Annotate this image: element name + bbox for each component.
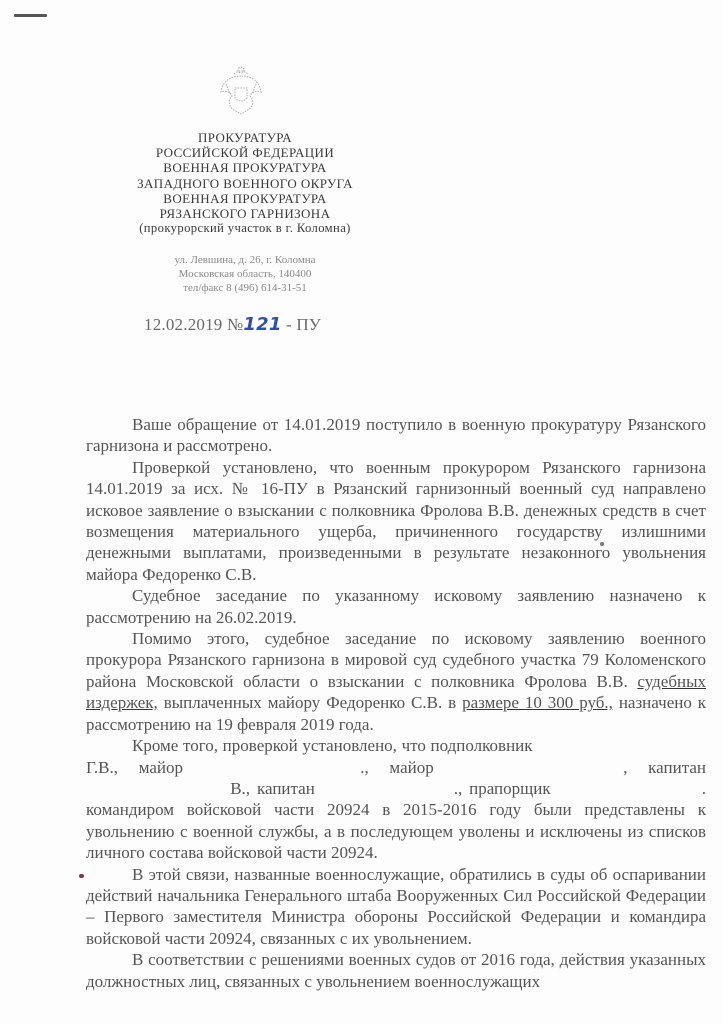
office-address: [120, 253, 370, 295]
paragraph: [86, 735, 706, 863]
margin-mark: [79, 874, 84, 878]
paragraph: [86, 628, 706, 735]
paragraph-text: выплаченных майору Федоренко С.В. в: [163, 693, 457, 713]
paragraph: Судебное заседание по указанному исковому заявлению назначено к рассмотрению на 26.02.2019.: [86, 586, 706, 627]
redacted-name: [322, 778, 454, 799]
redacted-name: [204, 757, 361, 778]
paragraph-text: Помимо этого, судебное заседание по исковому заявлению военного прокурора Рязанского гарнизона в мировой суд судебного участка 79 Коломенского района Московской области о взыскании с полковника Фролова В.В.: [86, 629, 706, 691]
scan-corner-mark: [14, 14, 47, 17]
paragraph: В этой связи, названные военнослужащие, обратились в суды об оспаривании действий начальника Генерального штаба Вооруженных Сил Российской Федерации – Первого заместителя Министра обороны Российской Федерации и командира войсковой части 20924, связанных с их увольнением.: [86, 864, 706, 948]
address-street: ул. Левшина, д. 26, г. Коломна: [174, 254, 316, 266]
paragraph-text: . командиром войсковой части 20924 в 2015-2016 году были представлены к увольнению с военной службы, а в последующем уволены и исключены из списков личного состава войсковой части 20924.: [86, 778, 706, 863]
paragraph-text: назначено к рассмотрению на 19 февраля 2019 года.: [86, 693, 707, 734]
header-line: ВОЕННАЯ ПРОКУРАТУРА: [163, 190, 327, 206]
reference-number-handwritten: 121: [243, 314, 282, 335]
underlined-amount: размере 10 300 руб.,: [462, 693, 613, 713]
paragraph-text: ., майор: [360, 757, 434, 777]
redacted-name: [537, 735, 706, 756]
paragraph-text: В., капитан: [230, 778, 315, 798]
redacted-name: [454, 757, 623, 778]
redacted-name: [558, 778, 702, 799]
paragraph-text: ., прапорщик: [453, 778, 551, 798]
header-line: ВОЕННАЯ ПРОКУРАТУРА: [163, 160, 327, 176]
letter-body: [86, 414, 706, 992]
paragraph-text: Кроме того, проверкой установлено, что подполковник: [132, 736, 533, 756]
address-region: Московская область, 140400: [178, 268, 312, 280]
header-subtitle: (прокурорский участок в г. Коломна): [139, 221, 351, 236]
header-line: ЗАПАДНОГО ВОЕННОГО ОКРУГА: [137, 175, 353, 191]
header-line: РОССИЙСКОЙ ФЕДЕРАЦИИ: [155, 145, 335, 161]
reference-suffix: - ПУ: [286, 315, 322, 334]
prosecutor-office-header: [95, 130, 395, 236]
paragraph: Проверкой установлено, что военным прокурором Рязанского гарнизона 14.01.2019 за исх. № 16-ПУ в Рязанский гарнизонный военный суд направлено исковое заявление о взыскании с полковника Фролова В.В. денежных средств в счет возмещения материального ущерба, причиненного государству излишними денежными выплатами, произведенными в результате незаконного увольнения майора Федоренко С.В.: [86, 457, 706, 584]
header-line: ПРОКУРАТУРА: [197, 130, 293, 145]
reference-date: 12.02.2019 №: [144, 315, 244, 334]
address-phone: тел/факс 8 (496) 614-31-51: [183, 282, 307, 294]
paragraph: В соответствии с решениями военных судов от 2016 года, действия указанных должностных лиц, связанных с увольнением военнослужащих: [86, 950, 706, 991]
paragraph: Ваше обращение от 14.01.2019 поступило в военную прокуратуру Рязанского гарнизона и рассмотрено.: [86, 415, 706, 456]
redacted-name: [86, 778, 230, 799]
underlined-court-costs: судебных издержек,: [86, 671, 706, 713]
header-line: РЯЗАНСКОГО ГАРНИЗОНА: [159, 206, 331, 222]
paragraph-text: Г.В., майор: [86, 757, 183, 777]
russian-coat-of-arms-icon: [218, 64, 264, 118]
document-reference: [144, 314, 321, 335]
paragraph-text: , капитан: [623, 757, 706, 777]
